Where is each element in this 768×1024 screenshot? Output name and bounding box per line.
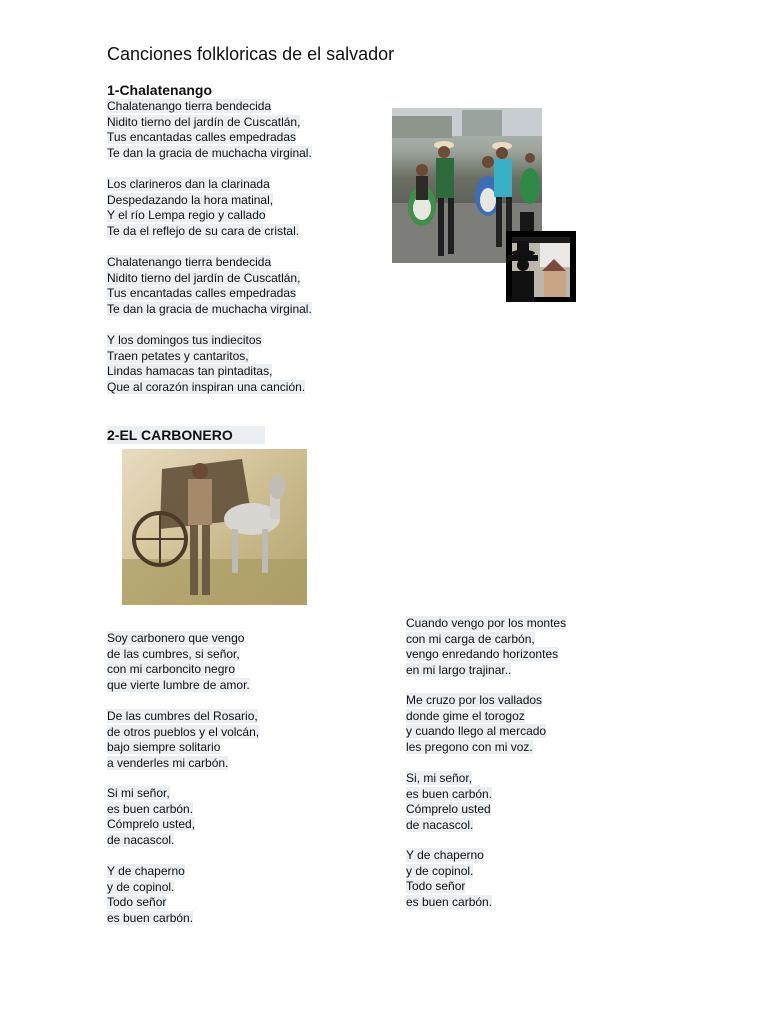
lyric-line: Todo señor <box>406 879 466 893</box>
lyric-line: que vierte lumbre de amor. <box>107 677 250 692</box>
lyric-line: de otros pueblos y el volcán, <box>107 724 260 739</box>
lyric-line: Y los domingos tus indiecitos <box>107 333 262 347</box>
lyric-line: Tus encantadas calles empedradas <box>107 130 296 144</box>
lyric-line: es buen carbón. <box>107 910 194 925</box>
lyric-line: Te da el reflejo de su cara de cristal. <box>107 223 300 238</box>
lyric-line: con mi carga de carbón, <box>406 631 535 646</box>
lyric-line: con mi carboncito negro <box>107 662 236 676</box>
lyric-line: Cómprelo usted <box>406 802 491 816</box>
stanza <box>406 616 566 678</box>
lyric-line: bajo siempre solitario <box>107 740 221 754</box>
lyric-line: Te dan la gracia de muchacha virginal. <box>107 145 312 160</box>
stanza <box>107 864 193 926</box>
lyric-line: es buen carbón. <box>406 786 493 801</box>
lyric-line: Y de chaperno <box>107 864 185 878</box>
stanza <box>107 99 312 161</box>
lyric-line: de las cumbres, si señor, <box>107 646 240 661</box>
lyric-line: Cuando vengo por los montes <box>406 616 567 630</box>
lyric-line: De las cumbres del Rosario, <box>107 709 258 723</box>
lyric-line: Te dan la gracia de muchacha virginal. <box>107 301 312 316</box>
lyric-line: Traen petates y cantaritos, <box>107 348 249 363</box>
lyric-line: Si mi señor, <box>107 786 170 800</box>
lyric-line: Nidito tierno del jardín de Cuscatlán, <box>107 114 301 129</box>
lyric-line: Y de chaperno <box>406 848 484 862</box>
lyric-line: vengo enredando horizontes <box>406 647 559 661</box>
lyric-line: y de copinol. <box>406 863 474 878</box>
stanza <box>107 333 305 395</box>
lyric-line: Que al corazón inspiran una canción. <box>107 379 306 394</box>
stanza <box>107 631 250 693</box>
page-title: Canciones folkloricas de el salvador <box>107 44 395 64</box>
lyric-line: y cuando llego al mercado <box>406 724 547 738</box>
lyric-line: Chalatenango tierra bendecida <box>107 255 272 269</box>
lyric-line: Y el río Lempa regio y callado <box>107 208 266 222</box>
stanza <box>406 771 492 833</box>
lyric-line: en mi largo trajinar.. <box>406 662 512 677</box>
lyric-line: Lindas hamacas tan pintaditas, <box>107 364 273 378</box>
song-heading-chalatenango: 1-Chalatenango <box>107 82 213 98</box>
stanza <box>107 177 299 239</box>
lyric-line: les pregono con mi voz. <box>406 739 533 754</box>
lyric-line: Los clarineros dan la clarinada <box>107 177 270 191</box>
carbonero-painting <box>122 449 307 605</box>
stanza <box>107 786 195 848</box>
lyric-line: Tus encantadas calles empedradas <box>107 286 296 300</box>
lyric-line: Todo señor <box>107 895 167 909</box>
lyric-line: de nacascol. <box>107 832 175 847</box>
lyric-line: Chalatenango tierra bendecida <box>107 99 272 113</box>
lyric-line: Soy carbonero que vengo <box>107 631 245 645</box>
lyric-line: Me cruzo por los vallados <box>406 693 543 707</box>
lyric-line: es buen carbón. <box>406 894 493 909</box>
stanza <box>406 693 546 755</box>
lyric-line: de nacascol. <box>406 817 474 832</box>
stanza <box>406 848 492 910</box>
lyric-line: a venderles mi carbón. <box>107 755 229 770</box>
silhouette-photo <box>506 231 576 302</box>
lyric-line: donde gime el torogoz <box>406 708 525 723</box>
stanza <box>107 709 259 771</box>
lyric-line: y de copinol. <box>107 879 175 894</box>
song-heading-carbonero: 2-EL CARBONERO <box>107 426 265 444</box>
lyric-line: Nidito tierno del jardín de Cuscatlán, <box>107 270 301 285</box>
stanza <box>107 255 312 317</box>
lyric-line: Despedazando la hora matinal, <box>107 192 274 207</box>
lyric-line: Si, mi señor, <box>406 771 473 785</box>
lyric-line: es buen carbón. <box>107 801 194 816</box>
lyric-line: Cómprelo usted, <box>107 817 196 831</box>
